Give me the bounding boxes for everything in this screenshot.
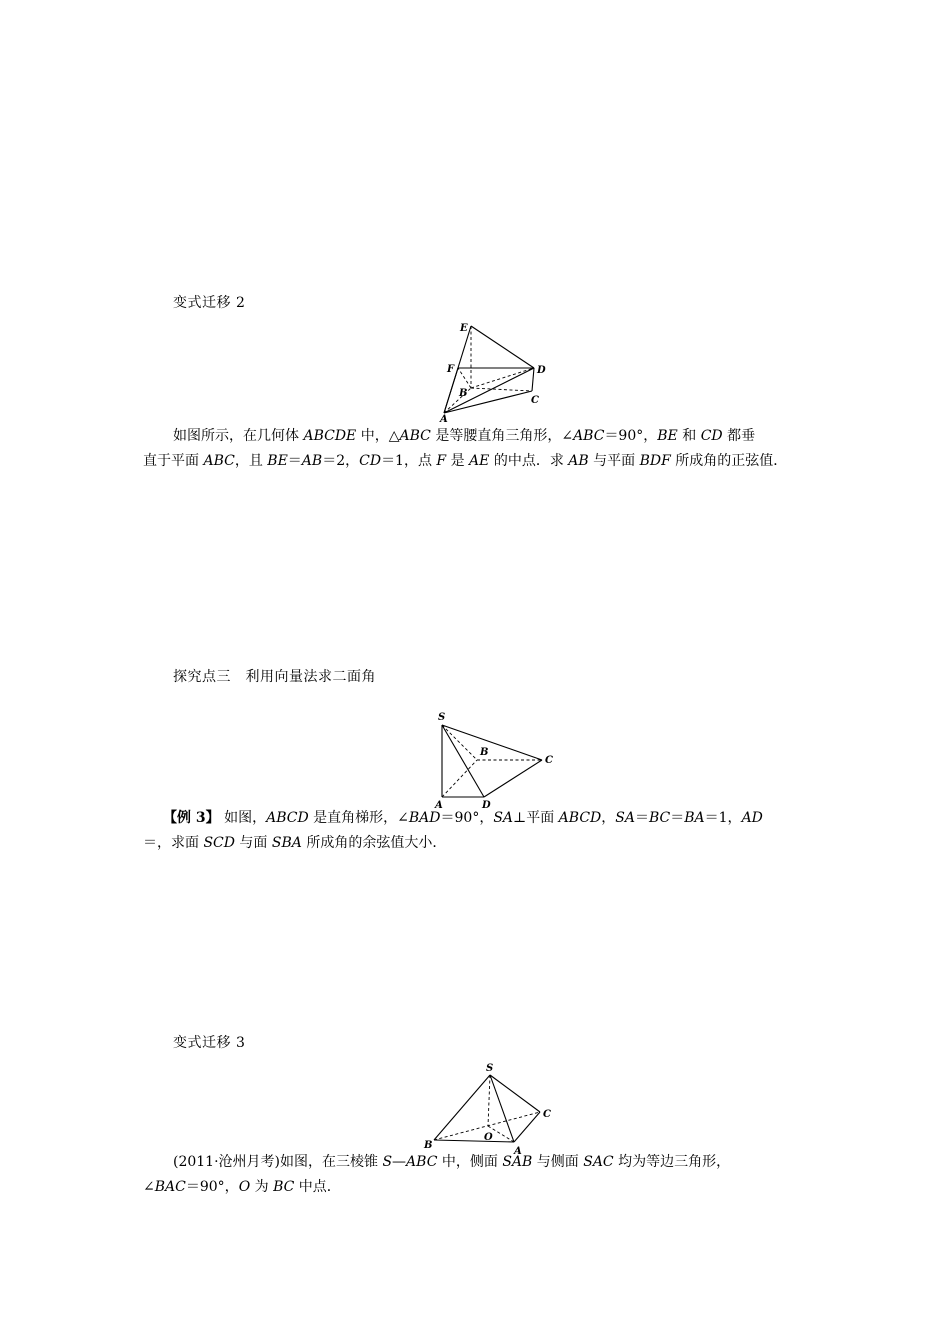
vertex-label-a: A [514,1146,522,1157]
vertex-label-b: B [480,747,489,758]
figure-triangular-pyramid [422,1060,567,1160]
vertex-label-d: D [537,365,546,376]
problem-1-line-1: 如图所示，在几何体 ABCDE 中，△ABC 是等腰直角三角形，∠ABC＝90°，BE 和 CD 都垂 [173,428,756,444]
problem-text-1 [143,424,823,474]
vertex-label-s: S [486,1063,494,1074]
problem-text-3 [143,1150,823,1200]
problem-3-line-2: ∠BAC＝90°，O 为 BC 中点． [143,1179,341,1195]
section-heading-1: 变式迁移 2 [173,295,246,311]
problem-3-line-1: (2011·沧州月考)如图，在三棱锥 S—ABC 中，侧面 SAB 与侧面 SAC 均为等边三角形， [173,1154,731,1170]
section-heading-2: 探究点三 利用向量法求二面角 [173,669,376,685]
vertex-label-e: E [460,323,468,334]
vertex-label-b: B [424,1140,433,1151]
vertex-label-a: A [435,800,443,811]
vertex-label-d: D [482,800,491,811]
vertex-label-a: A [440,414,448,425]
figure-pyramid-trapezoid [432,710,562,810]
vertex-label-c: C [543,1109,551,1120]
vertex-label-c: C [545,755,553,766]
problem-2-line-2: ＝，求面 SCD 与面 SBA 所成角的余弦值大小． [143,835,447,851]
vertex-label-c: C [531,395,539,406]
vertex-label-o: O [484,1132,493,1143]
problem-text-2 [143,806,823,856]
example-tag: 【例 3】 [163,810,220,826]
vertex-label-s: S [438,712,446,723]
problem-2-line-1: 【例 3】 如图，ABCD 是直角梯形，∠BAD＝90°，SA⊥平面 ABCD，SA＝BC＝BA＝1，AD [163,810,763,826]
vertex-label-b: B [459,388,468,399]
problem-1-line-2: 直于平面 ABC，且 BE＝AB＝2，CD＝1，点 F 是 AE 的中点．求 AB 与平面 BDF 所成角的正弦值． [143,453,788,469]
figure-pentahedron [440,318,560,428]
section-heading-3: 变式迁移 3 [173,1035,246,1051]
vertex-label-f: F [447,364,455,375]
